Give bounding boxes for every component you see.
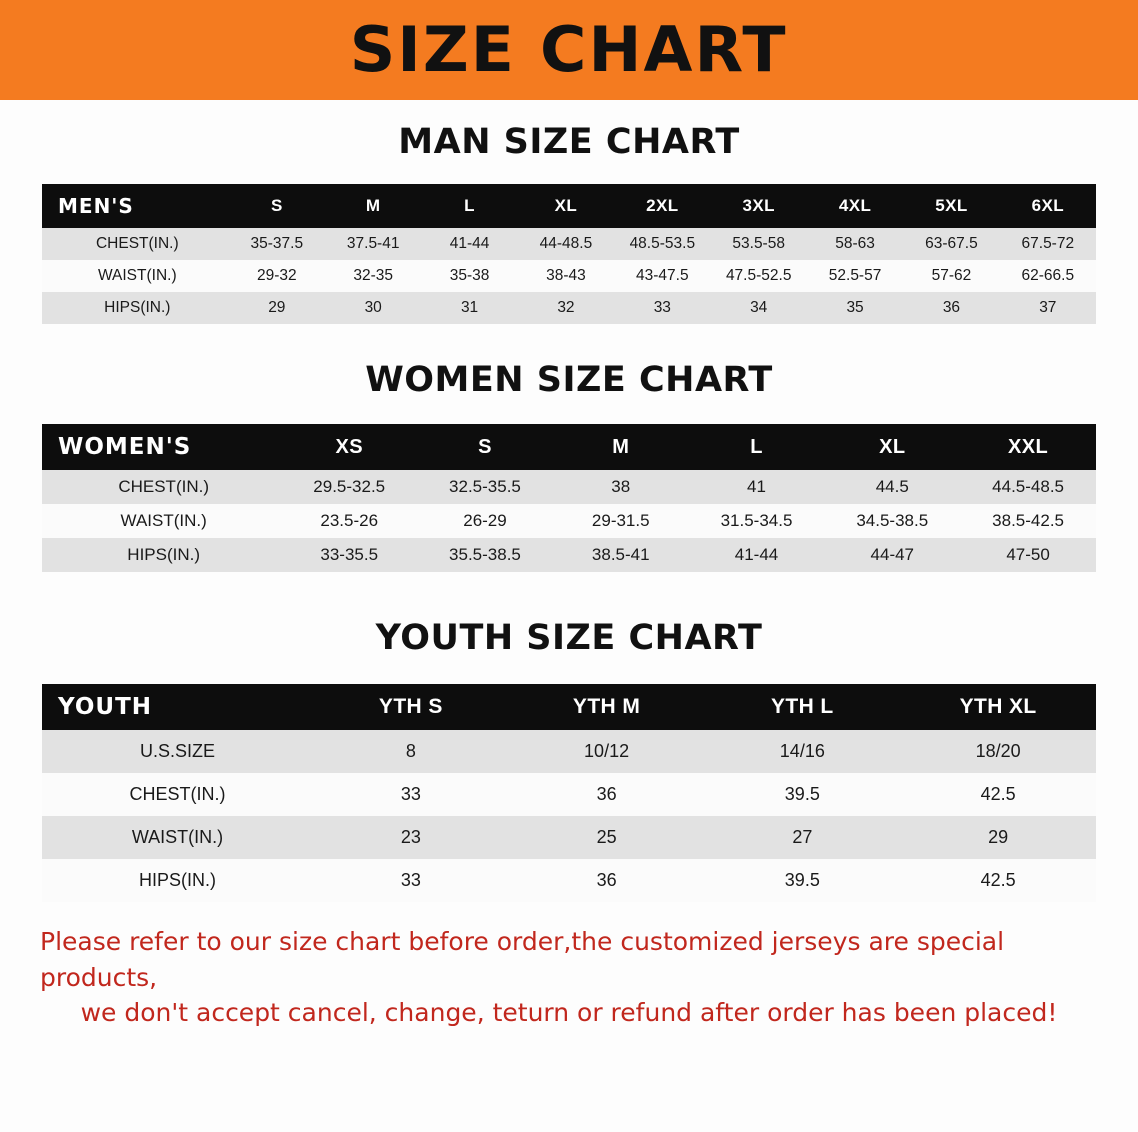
table-cell: 48.5-53.5	[629, 235, 696, 252]
table-column-header: L	[464, 196, 475, 215]
table-cell: 62-66.5	[1021, 267, 1075, 284]
table-row	[42, 773, 1096, 816]
page-title: SIZE CHART	[350, 13, 788, 86]
table-column-header: XS	[335, 435, 363, 458]
table-row-label: WAIST(IN.)	[120, 511, 207, 530]
table-cell: 33	[653, 299, 671, 316]
table-column-header: L	[750, 435, 763, 458]
table-cell: 37	[1039, 299, 1057, 316]
table-cell: 34	[750, 299, 768, 316]
table-cell: 38-43	[546, 267, 586, 284]
women-size-table	[42, 424, 1096, 572]
table-cell: 23.5-26	[320, 511, 379, 530]
table-row	[42, 260, 1096, 292]
table-cell: 14/16	[779, 741, 825, 761]
table-header-row	[42, 424, 1096, 470]
table-cell: 32.5-35.5	[449, 477, 521, 496]
table-row-label: CHEST(IN.)	[129, 784, 226, 804]
table-cell: 29-32	[256, 267, 297, 284]
table-cell: 31	[460, 299, 479, 316]
table-cell: 44.5	[875, 477, 909, 496]
table-column-header: XXL	[1008, 435, 1049, 458]
table-cell: 35	[846, 299, 864, 316]
table-row	[42, 470, 1096, 504]
women-table-body	[42, 470, 1096, 572]
note-line-1: Please refer to our size chart before order,the customized jerseys are special products,	[40, 927, 1005, 992]
table-cell: 34.5-38.5	[856, 511, 929, 530]
table-cell: 41-44	[734, 545, 779, 564]
women-table-header	[42, 424, 1096, 470]
table-cell: 18/20	[975, 741, 1021, 761]
table-row	[42, 816, 1096, 859]
table-row-label: HIPS(IN.)	[138, 870, 216, 890]
women-section-heading: WOMEN SIZE CHART	[365, 360, 773, 400]
table-cell: 30	[364, 299, 382, 316]
page-banner	[0, 0, 1138, 100]
table-corner-label: YOUTH	[58, 694, 153, 720]
table-cell: 35-37.5	[250, 235, 304, 252]
table-cell: 38.5-42.5	[992, 511, 1064, 530]
table-row	[42, 859, 1096, 902]
table-cell: 27	[792, 827, 813, 847]
table-column-header: M	[365, 196, 381, 215]
table-cell: 33-35.5	[320, 545, 379, 564]
table-cell: 29.5-32.5	[313, 477, 386, 496]
table-cell: 52.5-57	[828, 267, 882, 284]
table-cell: 36	[596, 784, 617, 804]
table-cell: 38	[611, 477, 631, 496]
table-cell: 29	[268, 299, 286, 316]
table-cell: 63-67.5	[925, 235, 978, 252]
table-column-header: 6XL	[1031, 196, 1064, 215]
table-cell: 38.5-41	[591, 545, 650, 564]
table-cell: 47-50	[1006, 545, 1050, 564]
table-column-header: XL	[879, 435, 906, 458]
table-row	[42, 538, 1096, 572]
table-cell: 10/12	[584, 741, 630, 761]
table-cell: 37.5-41	[346, 235, 400, 252]
table-cell: 53.5-58	[732, 235, 785, 252]
table-cell: 57-62	[931, 267, 972, 284]
table-cell: 33	[400, 870, 421, 890]
table-column-header: 2XL	[646, 196, 679, 215]
table-column-header: YTH S	[378, 695, 443, 718]
table-column-header: YTH L	[770, 695, 834, 718]
table-row	[42, 292, 1096, 324]
table-column-header: 4XL	[838, 196, 872, 215]
table-corner-label: MEN'S	[58, 194, 134, 218]
table-cell: 67.5-72	[1021, 235, 1075, 252]
man-size-table	[42, 184, 1096, 324]
youth-size-table	[42, 684, 1096, 902]
man-table-body	[42, 228, 1096, 324]
table-cell: 35-38	[449, 267, 490, 284]
table-row-label: WAIST(IN.)	[97, 267, 177, 284]
table-corner-label: WOMEN'S	[58, 434, 192, 460]
table-cell: 23	[400, 827, 421, 847]
table-cell: 31.5-34.5	[720, 511, 793, 530]
note-line-2: we don't accept cancel, change, teturn or refund after order has been placed!	[80, 998, 1058, 1027]
table-row	[42, 730, 1096, 773]
table-row	[42, 504, 1096, 538]
table-cell: 25	[596, 827, 617, 847]
table-cell: 41	[747, 477, 766, 496]
table-row-label: U.S.SIZE	[139, 741, 215, 761]
youth-section-heading: YOUTH SIZE CHART	[375, 618, 763, 658]
man-section-heading: MAN SIZE CHART	[398, 122, 740, 162]
women-table-wrap	[42, 424, 1096, 572]
table-column-header: 5XL	[935, 196, 968, 215]
table-cell: 44-48.5	[539, 235, 593, 252]
table-column-header: S	[270, 196, 283, 215]
table-cell: 36	[596, 870, 617, 890]
table-cell: 47.5-52.5	[725, 267, 792, 284]
table-header-row	[42, 184, 1096, 228]
table-column-header: XL	[554, 196, 578, 215]
table-column-header: S	[478, 435, 492, 458]
youth-table-header	[42, 684, 1096, 730]
table-cell: 32	[557, 299, 575, 316]
man-table-wrap	[42, 184, 1096, 324]
table-cell: 32-35	[353, 267, 394, 284]
table-cell: 35.5-38.5	[449, 545, 521, 564]
table-cell: 44-47	[870, 545, 915, 564]
man-table-header	[42, 184, 1096, 228]
table-cell: 33	[400, 784, 421, 804]
table-cell: 26-29	[463, 511, 507, 530]
table-cell: 44.5-48.5	[992, 477, 1064, 496]
table-cell: 41-44	[449, 235, 490, 252]
youth-table-wrap	[42, 684, 1096, 902]
table-cell: 39.5	[784, 784, 820, 804]
table-column-header: 3XL	[742, 196, 775, 215]
table-cell: 29	[988, 827, 1009, 847]
table-column-header: YTH M	[572, 695, 641, 718]
table-cell: 8	[405, 741, 416, 761]
table-column-header: M	[612, 435, 630, 458]
table-cell: 36	[942, 299, 961, 316]
table-row-label: HIPS(IN.)	[104, 299, 171, 316]
table-cell: 42.5	[980, 784, 1016, 804]
table-cell: 39.5	[784, 870, 820, 890]
table-cell: 42.5	[980, 870, 1016, 890]
table-row	[42, 228, 1096, 260]
table-column-header: YTH XL	[959, 695, 1037, 718]
table-cell: 43-47.5	[636, 267, 689, 284]
order-policy-note	[40, 924, 1098, 1031]
table-cell: 58-63	[835, 235, 875, 252]
youth-table-body	[42, 730, 1096, 902]
table-cell: 29-31.5	[591, 511, 650, 530]
table-row-label: HIPS(IN.)	[127, 545, 201, 564]
table-header-row	[42, 684, 1096, 730]
table-row-label: CHEST(IN.)	[118, 477, 209, 496]
table-row-label: WAIST(IN.)	[131, 827, 224, 847]
table-row-label: CHEST(IN.)	[95, 235, 179, 252]
